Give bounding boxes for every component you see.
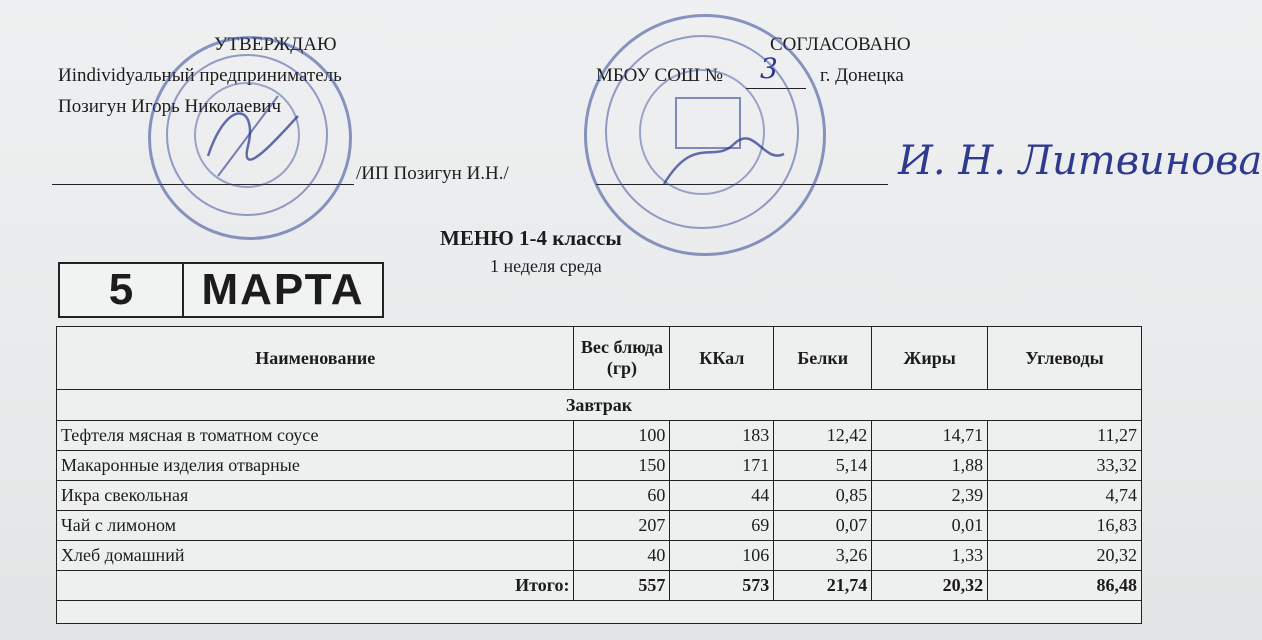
dish-name: Тефтеля мясная в томатном соусе <box>57 421 574 451</box>
date-day: 5 <box>60 264 184 316</box>
total-weight: 557 <box>574 571 670 601</box>
dish-fat: 0,01 <box>872 511 988 541</box>
approve-name: Позигун Игорь Николаевич <box>58 96 282 117</box>
table-row <box>57 421 1142 451</box>
dish-kcal: 69 <box>670 511 774 541</box>
dish-protein: 12,42 <box>774 421 872 451</box>
dish-kcal: 171 <box>670 451 774 481</box>
dish-name: Хлеб домашний <box>57 541 574 571</box>
date-box <box>58 262 384 318</box>
table-row <box>57 451 1142 481</box>
total-row <box>57 571 1142 601</box>
total-fat: 20,32 <box>872 571 988 601</box>
dish-protein: 3,26 <box>774 541 872 571</box>
menu-title: МЕНЮ 1-4 классы <box>440 226 622 250</box>
dish-carbs: 16,83 <box>988 511 1142 541</box>
menu-subtitle: 1 неделя среда <box>490 256 602 276</box>
dish-protein: 0,85 <box>774 481 872 511</box>
header-kcal: ККал <box>670 327 774 390</box>
total-carbs: 86,48 <box>988 571 1142 601</box>
dish-kcal: 183 <box>670 421 774 451</box>
dish-name: Икра свекольная <box>57 481 574 511</box>
agree-handwritten-signature: И. Н. Литвинова <box>898 138 1262 184</box>
agree-org-prefix: МБОУ СОШ № <box>596 65 723 86</box>
dish-weight: 150 <box>574 451 670 481</box>
agree-heading: СОГЛАСОВАНО <box>770 34 911 55</box>
table-header-row <box>57 327 1142 390</box>
table-row <box>57 511 1142 541</box>
agree-org-suffix: г. Донецка <box>820 65 904 86</box>
dish-protein: 5,14 <box>774 451 872 481</box>
dish-kcal: 44 <box>670 481 774 511</box>
dish-weight: 60 <box>574 481 670 511</box>
dish-fat: 14,71 <box>872 421 988 451</box>
approve-heading: УТВЕРЖДАЮ <box>214 34 337 55</box>
dish-weight: 100 <box>574 421 670 451</box>
header-protein: Белки <box>774 327 872 390</box>
approve-position: Иindividуальный предприниматель <box>58 65 342 86</box>
total-kcal: 573 <box>670 571 774 601</box>
dish-carbs: 11,27 <box>988 421 1142 451</box>
dish-fat: 1,88 <box>872 451 988 481</box>
dish-weight: 207 <box>574 511 670 541</box>
table-row <box>57 481 1142 511</box>
agree-stamp <box>584 14 826 256</box>
dish-kcal: 106 <box>670 541 774 571</box>
agree-org-number: 3 <box>760 52 778 85</box>
header-fat: Жиры <box>872 327 988 390</box>
header-name: Наименование <box>57 327 574 390</box>
dish-carbs: 33,32 <box>988 451 1142 481</box>
dish-fat: 2,39 <box>872 481 988 511</box>
dish-weight: 40 <box>574 541 670 571</box>
header-weight: Вес блюда (гр) <box>574 327 670 390</box>
approve-stamp <box>148 36 352 240</box>
dish-protein: 0,07 <box>774 511 872 541</box>
total-protein: 21,74 <box>774 571 872 601</box>
dish-name: Макаронные изделия отварные <box>57 451 574 481</box>
dish-name: Чай с лимоном <box>57 511 574 541</box>
total-label: Итого: <box>57 571 574 601</box>
dish-carbs: 20,32 <box>988 541 1142 571</box>
date-month: МАРТА <box>201 265 365 314</box>
approve-signer: /ИП Позигун И.Н./ <box>356 163 509 184</box>
dish-carbs: 4,74 <box>988 481 1142 511</box>
table-row <box>57 541 1142 571</box>
dish-fat: 1,33 <box>872 541 988 571</box>
empty-cell <box>57 601 1142 624</box>
menu-table <box>56 326 1142 624</box>
section-row <box>57 390 1142 421</box>
section-breakfast: Завтрак <box>57 390 1142 421</box>
empty-row <box>57 601 1142 624</box>
header-carbs: Углеводы <box>988 327 1142 390</box>
